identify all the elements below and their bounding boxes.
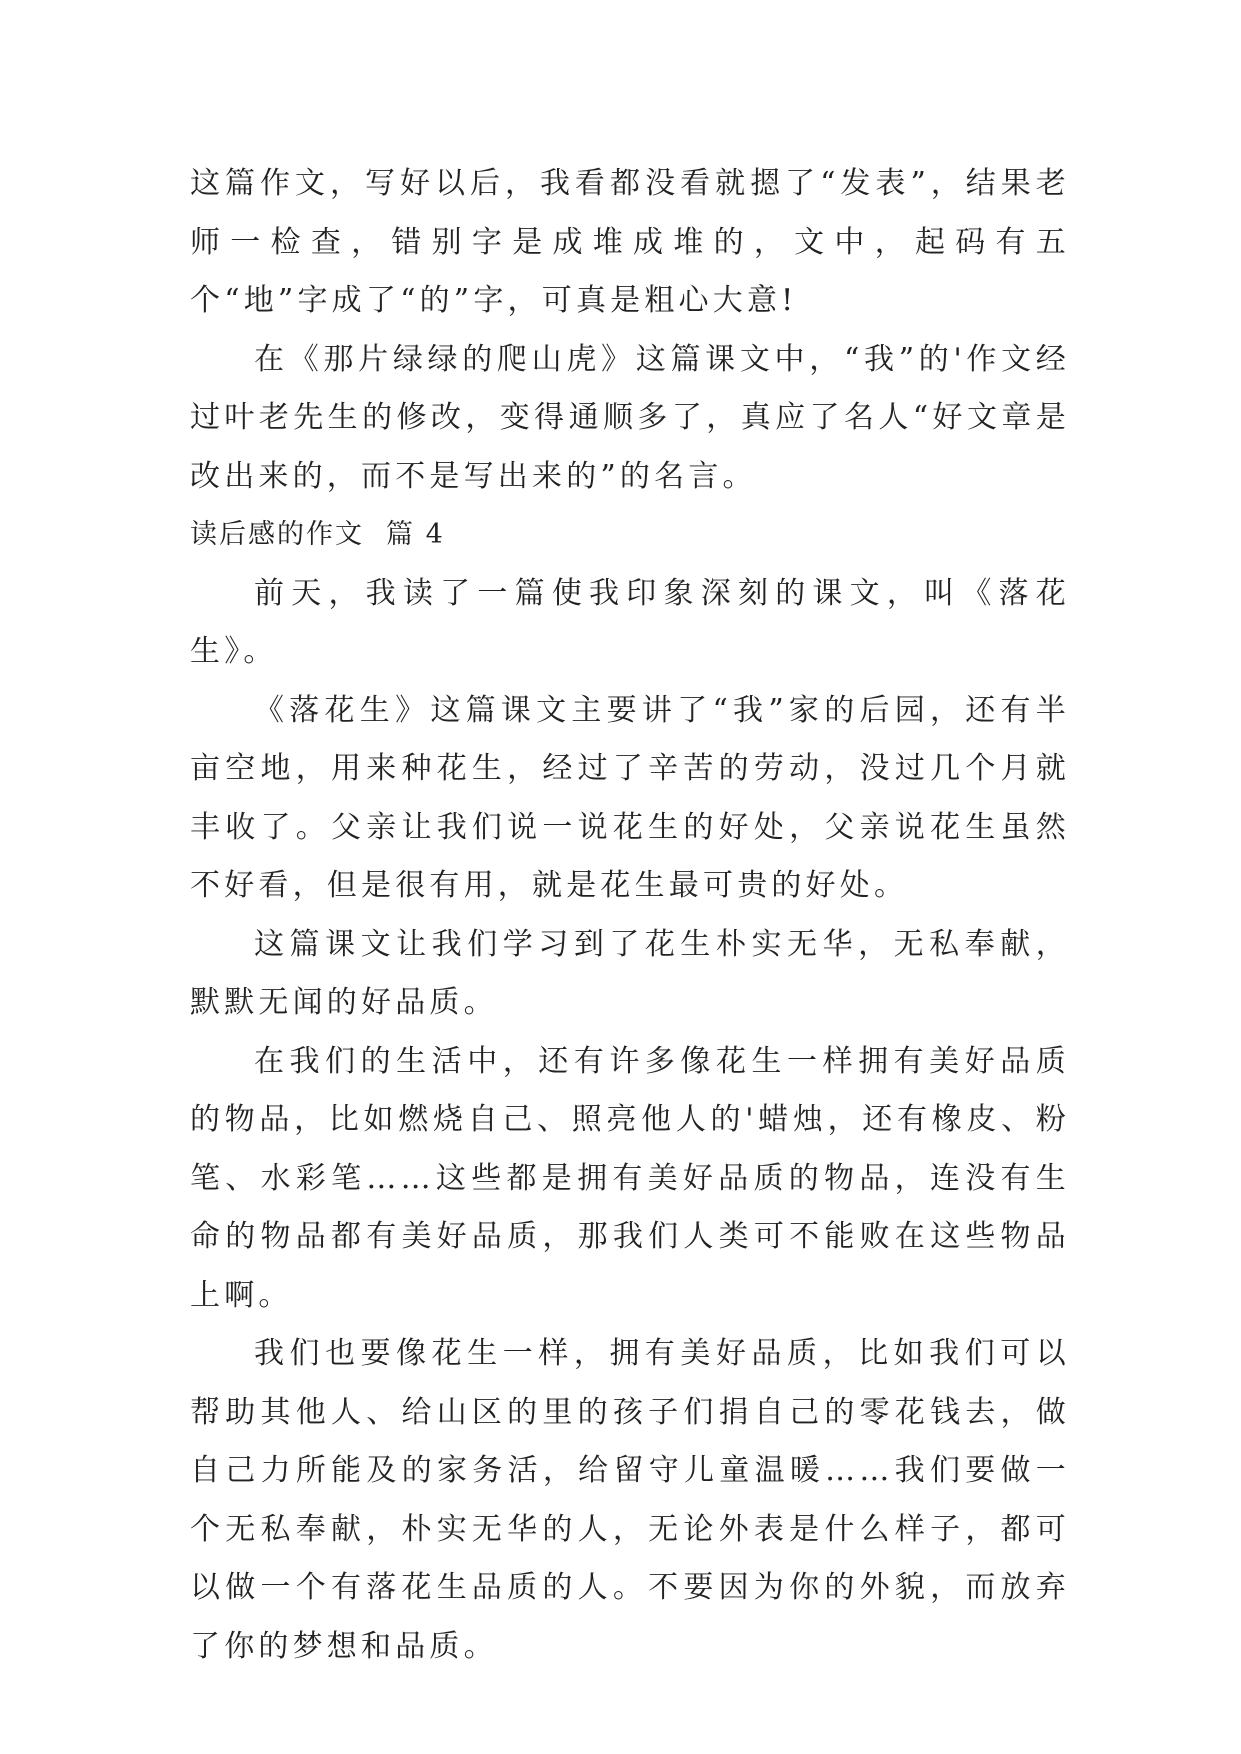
section-number: 篇 4	[386, 519, 445, 550]
paragraph-lesson: 这篇课文让我们学习到了花生朴实无华，无私奉献，默默无闻的好品质。	[190, 926, 1070, 1020]
paragraph-examples: 在我们的生活中，还有许多像花生一样拥有美好品质的物品，比如燃烧自己、照亮他人的'蜡烛，还有橡皮、粉笔、水彩笔……这些都是拥有美好品质的物品，连没有生命的物品都有美好品质，那我们人类可不能败在这些物品上啊。	[190, 1043, 1070, 1313]
paragraph-intro: 前天，我读了一篇使我印象深刻的课文，叫《落花生》。	[190, 575, 1070, 669]
section-title: 读后感的作文	[190, 519, 364, 550]
section-heading	[190, 506, 1070, 565]
paragraph-conclusion: 我们也要像花生一样，拥有美好品质，比如我们可以帮助其他人、给山区的里的孩子们捐自己的零花钱去，做自己力所能及的家务活，给留守儿童温暖……我们要做一个无私奉献，朴实无华的人，无论外表是什么样子，都可以做一个有落花生品质的人。不要因为你的外貌，而放弃了你的梦想和品质。	[190, 1336, 1070, 1664]
paragraph-summary: 《落花生》这篇课文主要讲了“我”家的后园，还有半亩空地，用来种花生，经过了辛苦的劳动，没过几个月就丰收了。父亲让我们说一说花生的好处，父亲说花生虽然不好看，但是很有用，就是花生最可贵的好处。	[190, 692, 1070, 903]
paragraph-careless-typos: 这篇作文，写好以后，我看都没看就摁了“发表”，结果老师一检查，错别字是成堆成堆的，文中，起码有五个“地”字成了“的”字，可真是粗心大意!	[190, 166, 1070, 318]
paragraph-ivy-lesson: 在《那片绿绿的爬山虎》这篇课文中，“我”的'作文经过叶老先生的修改，变得通顺多了，真应了名人“好文章是改出来的，而不是写出来的”的名言。	[190, 341, 1070, 494]
article-body	[190, 155, 1070, 1676]
